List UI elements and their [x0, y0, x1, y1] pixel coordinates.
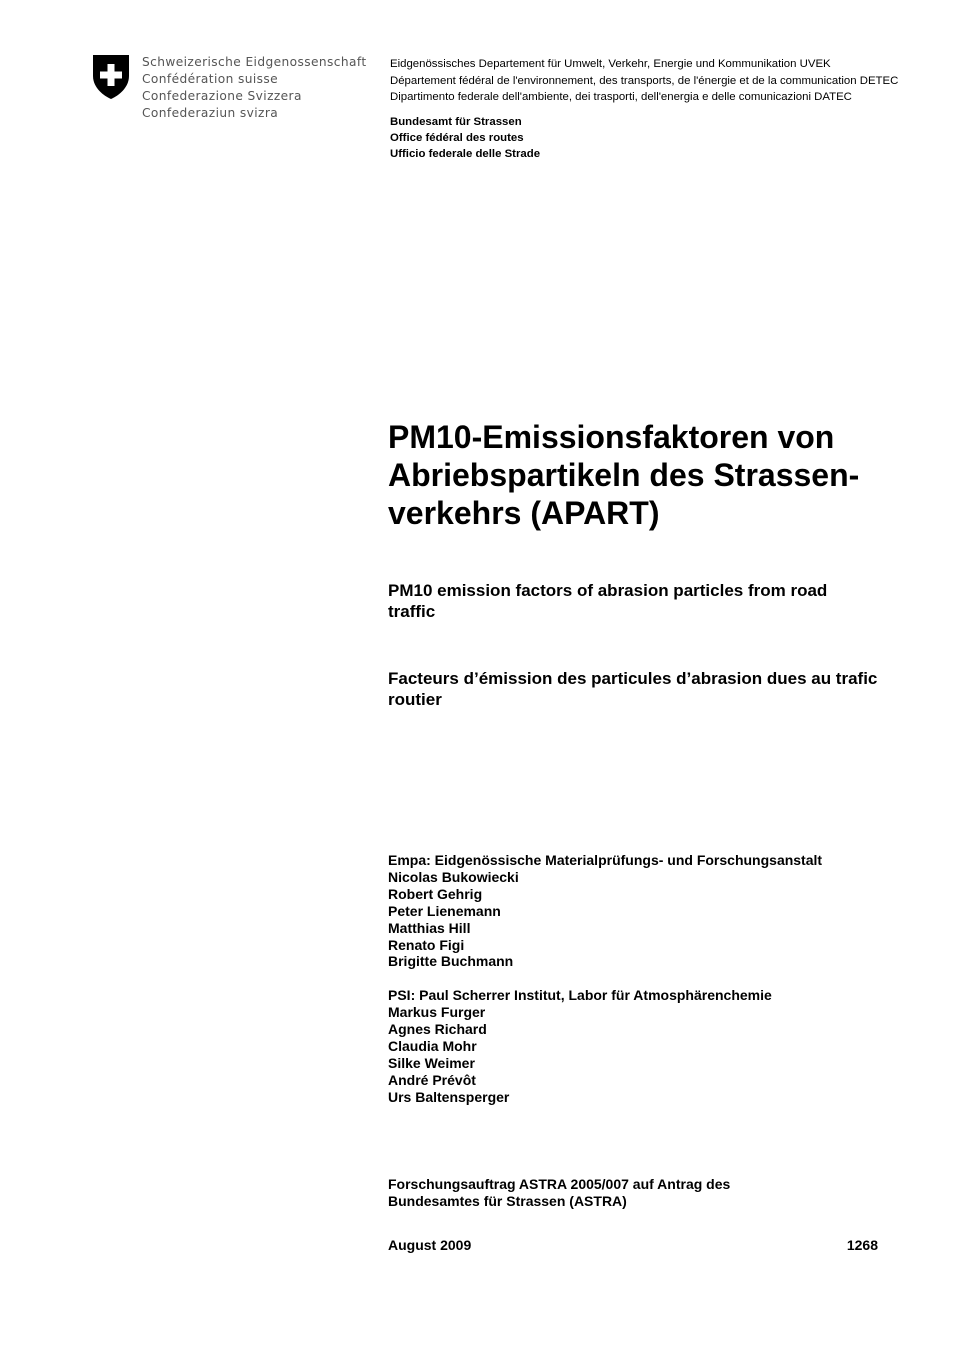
- confederation-names: [142, 54, 367, 122]
- office-line-de: Bundesamt für Strassen: [390, 116, 522, 128]
- author-name: Agnes Richard: [388, 1021, 487, 1038]
- research-contract: [388, 1176, 888, 1210]
- department-line-fr: Département fédéral de l'environnement, des transports, de l'énergie et de la communication DETEC: [390, 74, 899, 87]
- department-line-de: Eidgenössisches Departement für Umwelt, Verkehr, Energie und Kommunikation UVEK: [390, 58, 831, 70]
- title-line: Abriebspartikeln des Strassen-: [388, 457, 860, 493]
- institution-empa: Empa: Eidgenössische Materialprüfungs- und Forschungsanstalt: [388, 852, 823, 868]
- office-line-fr: Office fédéral des routes: [390, 132, 524, 145]
- contract-line: Forschungsauftrag ASTRA 2005/007 auf Antrag des: [388, 1176, 731, 1192]
- author-name: Robert Gehrig: [388, 885, 483, 902]
- publication-date: August 2009: [388, 1237, 472, 1253]
- title-line: verkehrs (APART): [388, 495, 660, 531]
- authors-block: [388, 852, 888, 1106]
- report-title: [388, 418, 908, 532]
- confederation-line-de: Schweizerische Eidgenossenschaft: [142, 55, 367, 69]
- author-name: Renato Figi: [388, 936, 465, 953]
- author-name: Peter Lienemann: [388, 902, 501, 919]
- report-number: 1268: [846, 1237, 878, 1253]
- confederation-line-fr: Confédération suisse: [142, 72, 279, 86]
- author-name: Brigitte Buchmann: [388, 953, 514, 970]
- department-line-it: Dipartimento federale dell'ambiente, dei trasporti, dell'energia e delle comunicazioni DATEC: [390, 91, 852, 103]
- swiss-shield-icon: [92, 54, 130, 100]
- author-name: Urs Baltensperger: [388, 1088, 510, 1105]
- title-line: PM10-Emissionsfaktoren von: [388, 419, 835, 455]
- office-line-it: Ufficio federale delle Strade: [390, 148, 541, 161]
- subtitle-english: PM10 emission factors of abrasion particles from road traffic: [388, 581, 828, 621]
- footer: [388, 1237, 878, 1254]
- author-name: Matthias Hill: [388, 919, 471, 936]
- subtitle-french: Facteurs d’émission des particules d’abrasion dues au trafic routier: [388, 669, 878, 709]
- author-name: Claudia Mohr: [388, 1037, 477, 1054]
- author-name: Nicolas Bukowiecki: [388, 868, 519, 885]
- contract-line: Bundesamtes für Strassen (ASTRA): [388, 1193, 627, 1209]
- author-name: Silke Weimer: [388, 1054, 475, 1071]
- office-block: [390, 114, 540, 163]
- institution-psi: PSI: Paul Scherrer Institut, Labor für Atmosphärenchemie: [388, 987, 772, 1004]
- confederation-line-it: Confederazione Svizzera: [142, 89, 302, 103]
- author-group-spacer: [388, 970, 888, 987]
- author-name: Markus Furger: [388, 1004, 486, 1021]
- author-name: André Prévôt: [388, 1071, 476, 1088]
- confederation-line-rm: Confederaziun svizra: [142, 106, 279, 120]
- department-block: [390, 56, 898, 106]
